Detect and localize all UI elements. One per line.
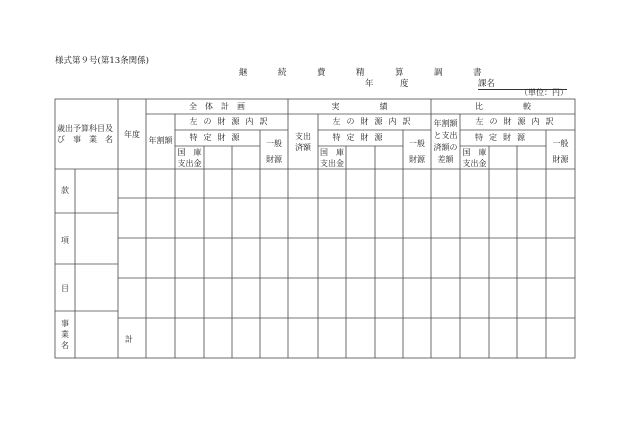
national-treasury-line: 国 庫 <box>320 148 344 157</box>
difference-amount-line: 年割額 <box>433 119 458 128</box>
row-label-jigyo-char: 業 <box>61 330 69 339</box>
national-treasury-header <box>318 148 346 169</box>
general-funding-line: 一般 <box>552 139 569 148</box>
general-funding-header <box>260 136 288 168</box>
general-funding-header <box>546 136 575 168</box>
annual-amount-header: 年割額 <box>148 136 173 145</box>
national-treasury-line: 国 庫 <box>177 148 202 157</box>
national-treasury-line: 支出金 <box>177 158 202 168</box>
specific-funding-header: 特定財源 <box>475 133 531 142</box>
year-column-header: 年度 <box>124 130 140 139</box>
row-label-moku: 目 <box>61 284 69 293</box>
comparison-header: 比 較 <box>475 102 531 111</box>
actual-header: 実 績 <box>331 102 388 111</box>
specific-funding-header: 特定財源 <box>332 133 389 142</box>
national-treasury-line: 支出金 <box>320 158 344 168</box>
budget-item-header-line: 歳出予算科目及 <box>57 124 113 133</box>
difference-amount-line: と支出 <box>433 131 458 140</box>
spent-amount-line: 支出 <box>295 132 311 141</box>
national-treasury-line: 支出金 <box>462 158 487 168</box>
funding-breakdown-header: 左の財源内訳 <box>189 117 274 126</box>
document-title: 継 続 費 精 算 調 書 <box>239 68 493 78</box>
row-label-total: 計 <box>125 335 133 344</box>
section-name-label: 課名 <box>478 79 496 89</box>
general-funding-line: 財源 <box>266 155 282 164</box>
unit-label: （単位：円） <box>520 88 568 97</box>
funding-breakdown-header: 左の財源内訳 <box>475 117 560 126</box>
specific-funding-header: 特定財源 <box>189 133 246 142</box>
difference-amount-line: 済額の <box>433 143 458 152</box>
form-number-label: 様式第９号(第13条関係) <box>55 56 149 66</box>
budget-item-header <box>55 124 120 145</box>
spent-amount-header <box>288 132 318 153</box>
difference-amount-line: 差額 <box>437 155 454 164</box>
row-label-jigyo <box>55 318 75 351</box>
national-treasury-line: 国 庫 <box>462 148 487 157</box>
general-funding-line: 一般 <box>409 139 425 148</box>
budget-item-header-line: び 事 業 名 <box>57 134 113 144</box>
row-label-jigyo-char: 事 <box>61 319 69 328</box>
overall-plan-header: 全 体 計 画 <box>189 102 245 111</box>
row-label-jigyo-char: 名 <box>61 341 69 350</box>
national-treasury-header <box>460 148 489 169</box>
row-label-kou: 項 <box>61 236 69 245</box>
general-funding-line: 一般 <box>266 139 282 148</box>
spent-amount-line: 済額 <box>295 142 311 152</box>
general-funding-header <box>403 136 431 168</box>
general-funding-line: 財源 <box>409 155 425 164</box>
national-treasury-header <box>175 148 204 169</box>
funding-breakdown-header: 左の財源内訳 <box>332 117 417 126</box>
difference-amount-header <box>431 118 460 166</box>
row-label-kan: 款 <box>61 186 69 195</box>
general-funding-line: 財源 <box>552 155 569 164</box>
fiscal-year-label: 年 度 <box>365 79 418 89</box>
